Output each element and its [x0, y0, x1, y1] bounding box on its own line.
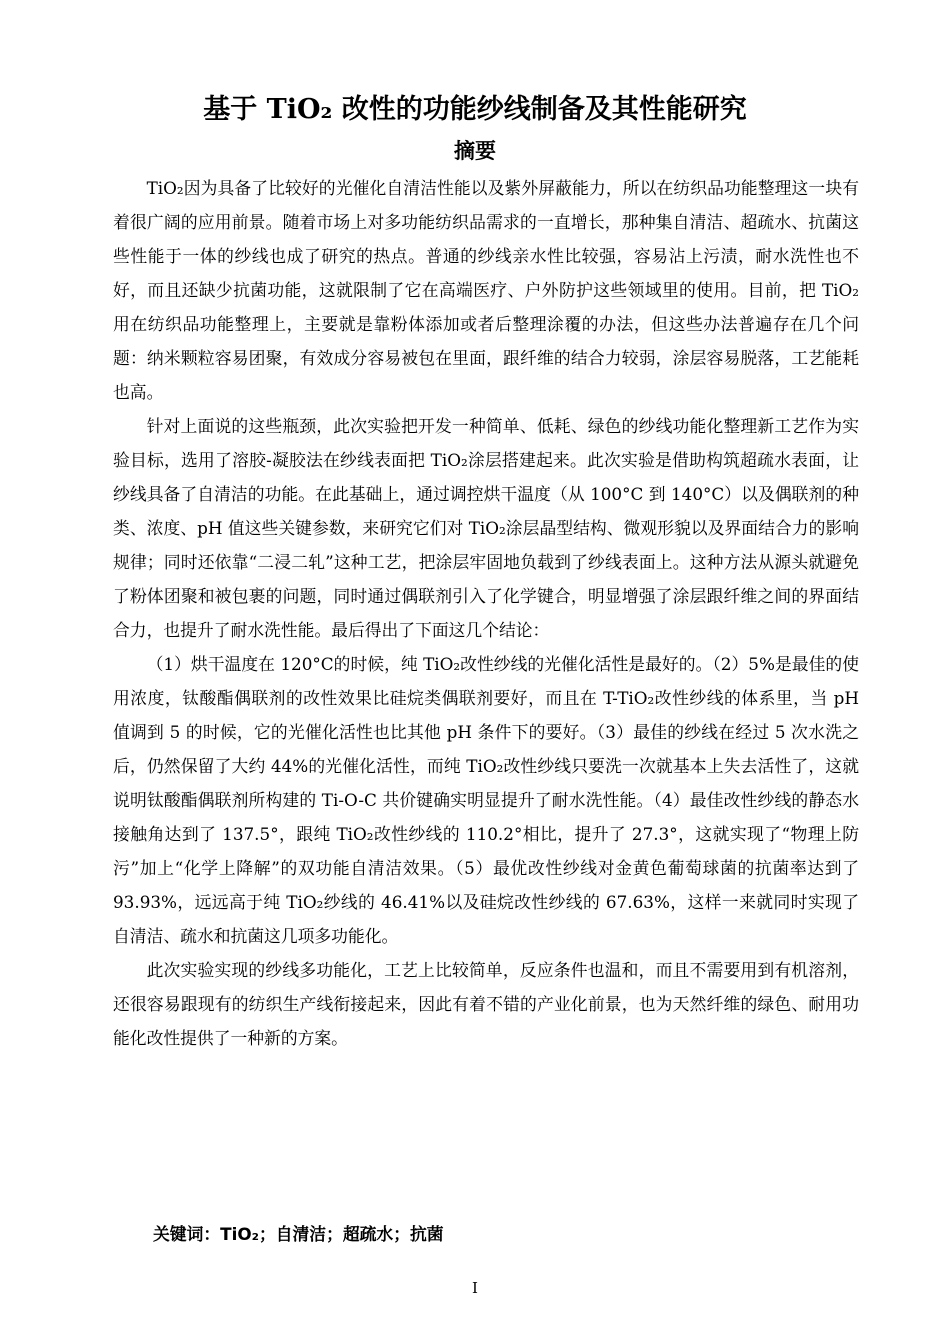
- abstract-paragraph-1: TiO₂因为具备了比较好的光催化自清洁性能以及紫外屏蔽能力，所以在纺织品功能整理这一块有着很广阔的应用前景。随着市场上对多功能纺织品需求的一直增长，那种集自清洁、超疏水、抗菌这些性能于一体的纱线也成了研究的热点。普通的纱线亲水性比较强，容易沾上污渍，耐水洗性也不好，而且还缺少抗菌功能，这就限制了它在高端医疗、户外防护这些领域里的使用。目前，把 TiO₂用在纺织品功能整理上，主要就是靠粉体添加或者后整理涂覆的办法，但这些办法普遍存在几个问题：纳米颗粒容易团聚，有效成分容易被包在里面，跟纤维的结合力较弱，涂层容易脱落，工艺能耗也高。: [113, 178, 859, 402]
- abstract-paragraph-3: （1）烘干温度在 120°C的时候，纯 TiO₂改性纱线的光催化活性是最好的。（2）5%是最佳的使用浓度，钛酸酯偶联剂的改性效果比硅烷类偶联剂要好，而且在 T-TiO₂改性纱线的体系里，当 pH 值调到 5 的时候，它的光催化活性也比其他 pH 条件下的要好。（3）最佳的纱线在经过 5 次水洗之后，仍然保留了大约 44%的光催化活性，而纯 TiO₂改性纱线只要洗一次就基本上失去活性了，这就说明钛酸酯偶联剂所构建的 Ti-O-C 共价键确实明显提升了耐水洗性能。（4）最佳改性纱线的静态水接触角达到了 137.5°，跟纯 TiO₂改性纱线的 110.2°相比，提升了 27.3°，这就实现了“物理上防污”加上“化学上降解”的双功能自清洁效果。（5）最优改性纱线对金黄色葡萄球菌的抗菌率达到了 93.93%，远远高于纯 TiO₂纱线的 46.41%以及硅烷改性纱线的 67.63%，这样一来就同时实现了自清洁、疏水和抗菌这几项多功能化。: [113, 654, 859, 946]
- abstract-paragraph-2: 针对上面说的这些瓶颈，此次实验把开发一种简单、低耗、绿色的纱线功能化整理新工艺作为实验目标，选用了溶胶-凝胶法在纱线表面把 TiO₂涂层搭建起来。此次实验是借助构筑超疏水表面，让纱线具备了自清洁的功能。在此基础上，通过调控烘干温度（从 100°C 到 140°C）以及偶联剂的种类、浓度、pH 值这些关键参数，来研究它们对 TiO₂涂层晶型结构、微观形貌以及界面结合力的影响规律；同时还依靠“二浸二轧”这种工艺，把涂层牢固地负载到了纱线表面上。这种方法从源头就避免了粉体团聚和被包裹的问题，同时通过偶联剂引入了化学键合，明显增强了涂层跟纤维之间的界面结合力，也提升了耐水洗性能。最后得出了下面这几个结论：: [113, 416, 859, 640]
- abstract-heading: 摘要: [454, 139, 496, 163]
- page-number: I: [472, 1279, 478, 1297]
- page-title: 基于 TiO₂ 改性的功能纱线制备及其性能研究: [203, 94, 747, 125]
- abstract-paragraph-4: 此次实验实现的纱线多功能化，工艺上比较简单，反应条件也温和，而且不需要用到有机溶剂，还很容易跟现有的纺织生产线衔接起来，因此有着不错的产业化前景，也为天然纤维的绿色、耐用功能化改性提供了一种新的方案。: [113, 960, 859, 1048]
- keywords-line: 关键词：TiO₂；自清洁；超疏水；抗菌: [153, 1224, 444, 1244]
- abstract-body: [113, 171, 859, 1055]
